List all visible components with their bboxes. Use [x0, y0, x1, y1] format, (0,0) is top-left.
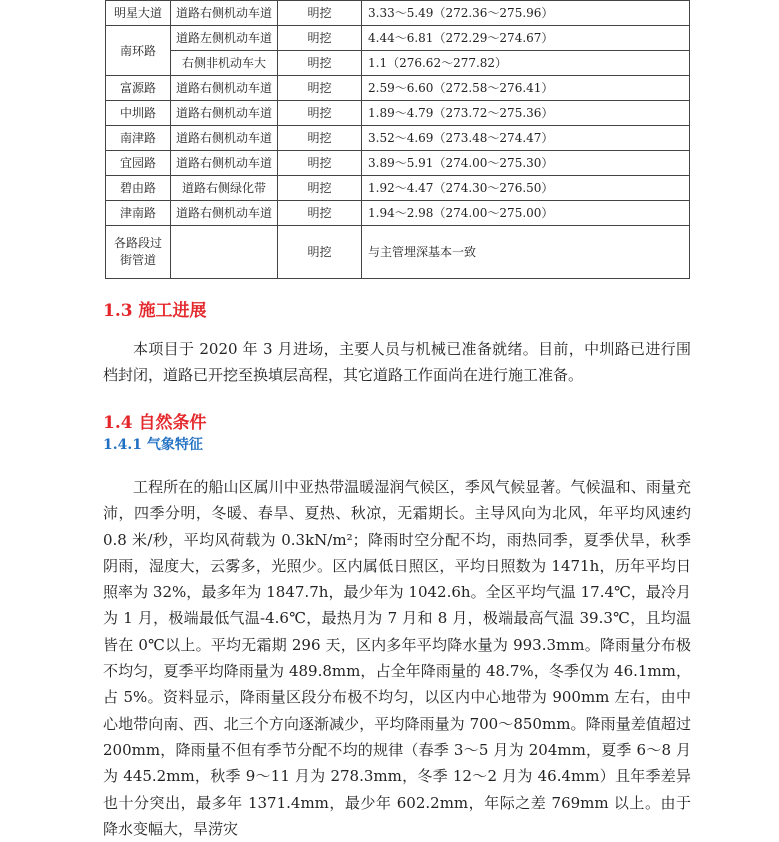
depth-cell: 4.44～6.81（272.29～274.67）: [362, 26, 690, 51]
table-row: [106, 201, 690, 226]
road-cell: 明星大道: [106, 1, 171, 26]
depth-cell: 2.59～6.60（272.58～276.41）: [362, 76, 690, 101]
method-cell: 明挖: [278, 201, 362, 226]
pipe-burial-table: [105, 0, 690, 279]
road-cell: 富源路: [106, 76, 171, 101]
depth-cell: 3.89～5.91（274.00～275.30）: [362, 151, 690, 176]
depth-cell: 1.94～2.98（274.00～275.00）: [362, 201, 690, 226]
method-cell: 明挖: [278, 1, 362, 26]
section-heading-1-4: 1.4 自然条件: [103, 413, 207, 433]
road-cell: 碧由路: [106, 176, 171, 201]
position-cell: 右侧非机动车大: [171, 51, 278, 76]
method-cell: 明挖: [278, 51, 362, 76]
road-cell: 中圳路: [106, 101, 171, 126]
table-row: [106, 76, 690, 101]
section-heading-1-3: 1.3 施工进展: [103, 301, 207, 321]
road-cell: 南津路: [106, 126, 171, 151]
road-cell: 各路段过街管道: [106, 226, 171, 279]
table-row: [106, 26, 690, 51]
depth-cell: 1.89～4.79（273.72～275.36）: [362, 101, 690, 126]
table-row: [106, 51, 690, 76]
depth-cell: 与主管埋深基本一致: [362, 226, 690, 279]
construction-progress-paragraph: 本项目于 2020 年 3 月进场，主要人员与机械已准备就绪。目前，中圳路已进行围档封闭，道路已开挖至换填层高程，其它道路工作面尚在进行施工准备。: [103, 340, 691, 385]
table-row: [106, 101, 690, 126]
road-cell: 宜园路: [106, 151, 171, 176]
subsection-heading-1-4-1: 1.4.1 气象特征: [103, 437, 203, 453]
method-cell: 明挖: [278, 26, 362, 51]
method-cell: 明挖: [278, 151, 362, 176]
position-cell: 道路右侧机动车道: [171, 201, 278, 226]
road-cell: 南环路: [106, 26, 171, 76]
depth-cell: 1.1（276.62～277.82）: [362, 51, 690, 76]
position-cell: 道路右侧机动车道: [171, 1, 278, 26]
position-cell: [171, 226, 278, 279]
method-cell: 明挖: [278, 76, 362, 101]
position-cell: 道路左侧机动车道: [171, 26, 278, 51]
method-cell: 明挖: [278, 226, 362, 279]
position-cell: 道路右侧机动车道: [171, 151, 278, 176]
depth-cell: 3.52～4.69（273.48～274.47）: [362, 126, 690, 151]
table-row: [106, 176, 690, 201]
table-row: [106, 126, 690, 151]
position-cell: 道路右侧机动车道: [171, 76, 278, 101]
climate-paragraph: 工程所在的船山区属川中亚热带温暖湿润气候区，季风气候显著。气候温和、雨量充沛，四季分明，冬暖、春旱、夏热、秋凉，无霜期长。主导风向为北风，年平均风速约 0.8 米/秒，平均风荷载为 0.3kN/m²；降雨时空分配不均，雨热同季，夏季伏旱，秋季阴雨，湿度大，云雾多，光照少。区内属低日照区，平均日照数为 1471h，历年平均日照率为 32%，最多年为 1847.7h，最少年为 1042.6h。全区平均气温 17.4℃，最冷月为 1 月，极端最低气温-4.6℃，最热月为 7 月和 8 月，极端最高气温 39.3℃，且均温皆在 0℃以上。平均无霜期 296 天，区内多年平均降水量为 993.3mm。降雨量分布极不均匀，夏季平均降雨量为 489.8mm，占全年降雨量的 48.7%，冬季仅为 46.1mm，占 5%。资料显示，降雨量区段分布极不均匀，以区内中心地带为 900mm 左右，由中心地带向南、西、北三个方向逐渐减少，平均降雨量为 700～850mm。降雨量差值超过 200mm，降雨量不但有季节分配不均的规律（春季 3～5 月为 204mm，夏季 6～8 月为 445.2mm，秋季 9～11 月为 278.3mm，冬季 12～2 月为 46.4mm）且年季差异也十分突出，最多年 1371.4mm，最少年 602.2mm，年际之差 769mm 以上。由于降水变幅大，旱涝灾: [103, 478, 691, 838]
road-cell: 津南路: [106, 201, 171, 226]
method-cell: 明挖: [278, 101, 362, 126]
position-cell: 道路右侧机动车道: [171, 101, 278, 126]
position-cell: 道路右侧机动车道: [171, 126, 278, 151]
table-row: [106, 151, 690, 176]
method-cell: 明挖: [278, 176, 362, 201]
position-cell: 道路右侧绿化带: [171, 176, 278, 201]
table-row: [106, 1, 690, 26]
depth-cell: 3.33～5.49（272.36～275.96）: [362, 1, 690, 26]
depth-cell: 1.92～4.47（274.30～276.50）: [362, 176, 690, 201]
table-row: [106, 226, 690, 279]
method-cell: 明挖: [278, 126, 362, 151]
